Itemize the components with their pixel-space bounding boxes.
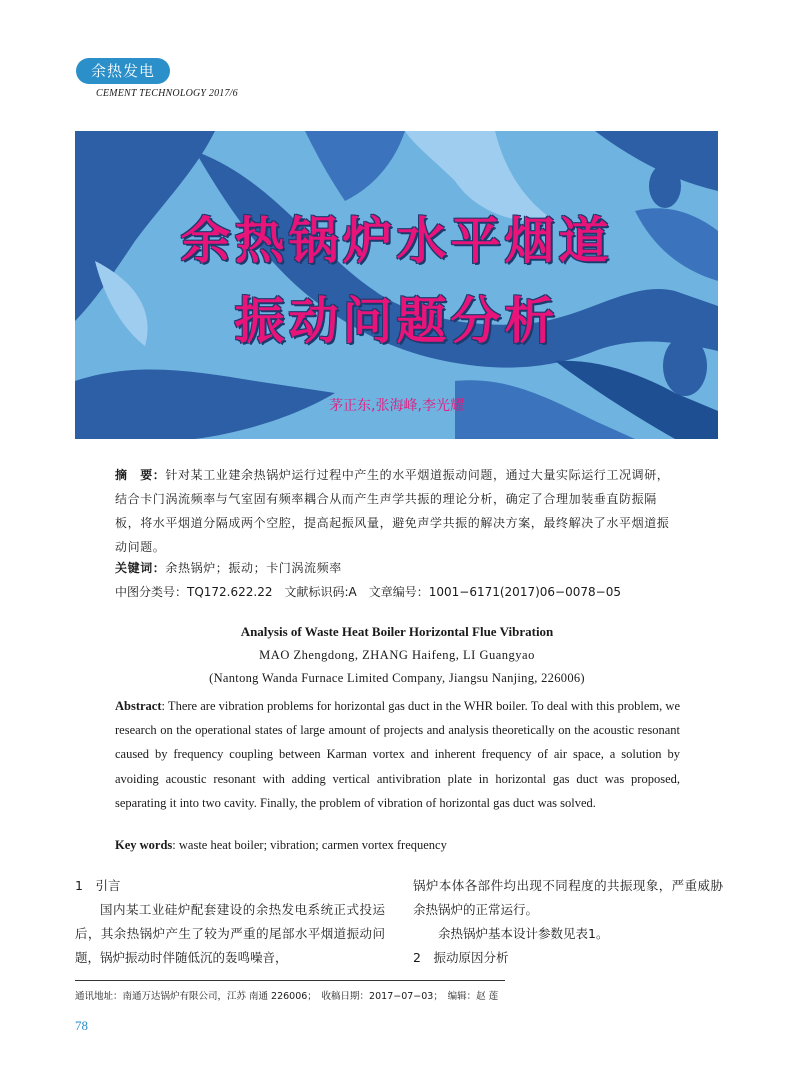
section-badge: 余热发电 [76, 58, 170, 84]
journal-name: CEMENT TECHNOLOGY 2017/6 [96, 88, 238, 99]
english-keywords-label: Key words [115, 838, 173, 852]
title-banner [75, 131, 718, 439]
article-title-line-1: 余热锅炉水平烟道 [180, 212, 613, 270]
article-title-line-2: 振动问题分析 [234, 292, 559, 350]
english-authors: MAO Zhengdong, ZHANG Haifeng, LI Guangyao [259, 648, 535, 662]
body-paragraph: 国内某工业硅炉配套建设的余热发电系统正式投运后，其余热锅炉产生了较为严重的尾部水平烟道振动问题，锅炉振动时伴随低沉的轰鸣噪音， [75, 902, 385, 965]
footnote-divider [75, 980, 505, 981]
abstract-chinese [115, 463, 680, 559]
body-paragraph-continued: 锅炉本体各部件均出现不同程度的共振现象，严重威胁余热锅炉的正常运行。 [413, 878, 723, 917]
section-heading-cause-analysis: 2 振动原因分析 [413, 950, 509, 965]
english-abstract-label: Abstract [115, 699, 162, 713]
body-paragraph: 余热锅炉基本设计参数见表1。 [438, 926, 609, 941]
english-affiliation: (Nantong Wanda Furnace Limited Company, Jiangsu Nanjing, 226006) [209, 671, 585, 685]
classification-line: 中图分类号：TQ172.622.22 文献标识码:A 文章编号：1001−6171(2017)06−0078−05 [115, 585, 621, 599]
keywords-chinese [115, 556, 680, 580]
footnote: 通讯地址：南通万达锅炉有限公司，江苏 南通 226006； 收稿日期：2017−07−03； 编辑：赵 莲 [75, 991, 499, 1002]
abstract-chinese-label: 摘 要： [115, 468, 166, 482]
authors-chinese: 茅正东,张海峰,李光耀 [329, 398, 464, 414]
english-abstract [115, 694, 680, 815]
english-title: Analysis of Waste Heat Boiler Horizontal Flue Vibration [240, 624, 554, 639]
body-column-left [75, 874, 385, 970]
keywords-chinese-text: 余热锅炉；振动；卡门涡流频率 [165, 561, 342, 575]
english-keywords-text: : waste heat boiler; vibration; carmen vortex frequency [172, 838, 447, 852]
body-column-right [413, 874, 723, 970]
english-abstract-text: : There are vibration problems for horizontal gas duct in the WHR boiler. To deal with this problem, we research on the operational states of large amount of projects and analysis theoretically on the acoustic resonant caused by frequency coupling between Karman vortex and inherent frequency of air space, a solution by avoiding acoustic resonant with adding vertical antivibration plate in horizontal gas duct was proposed, separating it into two cavity. Finally, the problem of vibration of horizontal gas duct was solved. [115, 699, 680, 810]
section-heading-intro: 1 引言 [75, 878, 121, 893]
keywords-chinese-label: 关键词： [115, 561, 166, 575]
english-keywords [115, 835, 680, 855]
page-number: 78 [75, 1018, 88, 1033]
abstract-chinese-text: 针对某工业建余热锅炉运行过程中产生的水平烟道振动问题，通过大量实际运行工况调研，结合卡门涡流频率与气室固有频率耦合从而产生声学共振的理论分析，确定了合理加装垂直防振隔板，将水平烟道分隔成两个空腔，提高起振风量，避免声学共振的解决方案，最终解决了水平烟道振动问题。 [115, 468, 670, 554]
